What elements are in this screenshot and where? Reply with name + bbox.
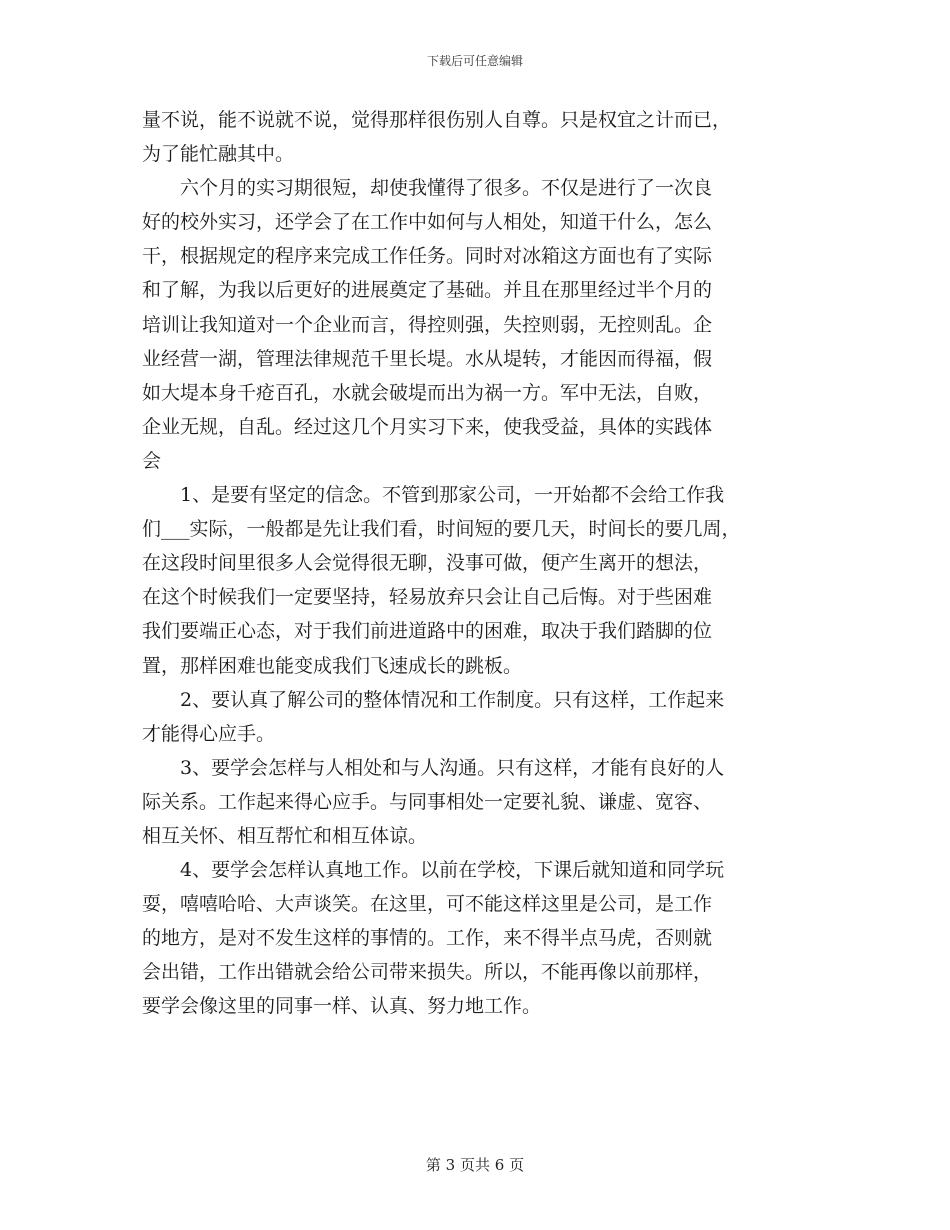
text-line: 在这段时间里很多人会觉得很无聊，没事可做，便产生离开的想法， <box>142 552 713 575</box>
text-line: 才能得心应手。 <box>142 722 276 745</box>
text-line: 际关系。工作起来得心应手。与同事相处一定要礼貌、谦虚、宽容、 <box>142 790 713 813</box>
text-line: 2、要认真了解公司的整体情况和工作制度。只有这样，工作起来 <box>142 688 725 711</box>
text-line: 置，那样困难也能变成我们飞速成长的跳板。 <box>142 654 523 677</box>
text-line: 我们要端正心态，对于我们前进道路中的困难，取决于我们踏脚的位 <box>142 620 713 643</box>
text-line: 的地方，是对不发生这样的事情的。工作，来不得半点马虎，否则就 <box>142 927 713 950</box>
text-line: 在这个时候我们一定要坚持，轻易放弃只会让自己后悔。对于些困难 <box>142 586 713 609</box>
text-line: 和了解，为我以后更好的进展奠定了基础。并且在那里经过半个月的 <box>142 279 713 302</box>
text-line: 1、是要有坚定的信念。不管到那家公司，一开始都不会给工作我 <box>142 484 725 507</box>
text-line: 企业无规，自乱。经过这几个月实习下来，使我受益，具体的实践体 <box>142 415 713 438</box>
text-line: 好的校外实习，还学会了在工作中如何与人相处，知道干什么，怎么 <box>142 211 713 234</box>
text-line: 会 <box>142 449 162 472</box>
text-line: 3、要学会怎样与人相处和与人沟通。只有这样，才能有良好的人 <box>142 756 725 779</box>
text-line: 量不说，能不说就不说，觉得那样很伤别人自尊。只是权宜之计而已， <box>142 109 732 131</box>
text-line: 相互关怀、相互帮忙和相互体谅。 <box>142 824 428 847</box>
text-line: 耍，嘻嘻哈哈、大声谈笑。在这里，可不能这样这里是公司，是工作 <box>142 893 713 916</box>
text-line: 为了能忙融其中。 <box>142 143 295 166</box>
text-line: 干，根据规定的程序来完成工作任务。同时对冰箱这方面也有了实际 <box>142 245 713 268</box>
text-line: 4、要学会怎样认真地工作。以前在学校，下课后就知道和同学玩 <box>142 859 725 882</box>
document-body <box>142 103 822 1024</box>
text-line: 要学会像这里的同事一样、认真、努力地工作。 <box>142 995 542 1018</box>
text-line: 会出错，工作出错就会给公司带来损失。所以，不能再像以前那样， <box>142 961 713 984</box>
text-line: 培训让我知道对一个企业而言，得控则强，失控则弱，无控则乱。企 <box>142 313 713 336</box>
page-header-note: 下载后可任意编辑 <box>426 54 523 68</box>
text-line: 们___实际，一般都是先让我们看，时间短的要几天，时间长的要几周， <box>142 518 741 541</box>
page-number: 第 3 页共 6 页 <box>425 1156 525 1174</box>
text-line: 六个月的实习期很短，却使我懂得了很多。不仅是进行了一次良 <box>142 177 713 200</box>
text-line: 如大堤本身千疮百孔，水就会破堤而出为祸一方。军中无法，自败， <box>142 381 713 404</box>
text-line: 业经营一湖，管理法律规范千里长堤。水从堤转，才能因而得福，假 <box>142 347 713 370</box>
